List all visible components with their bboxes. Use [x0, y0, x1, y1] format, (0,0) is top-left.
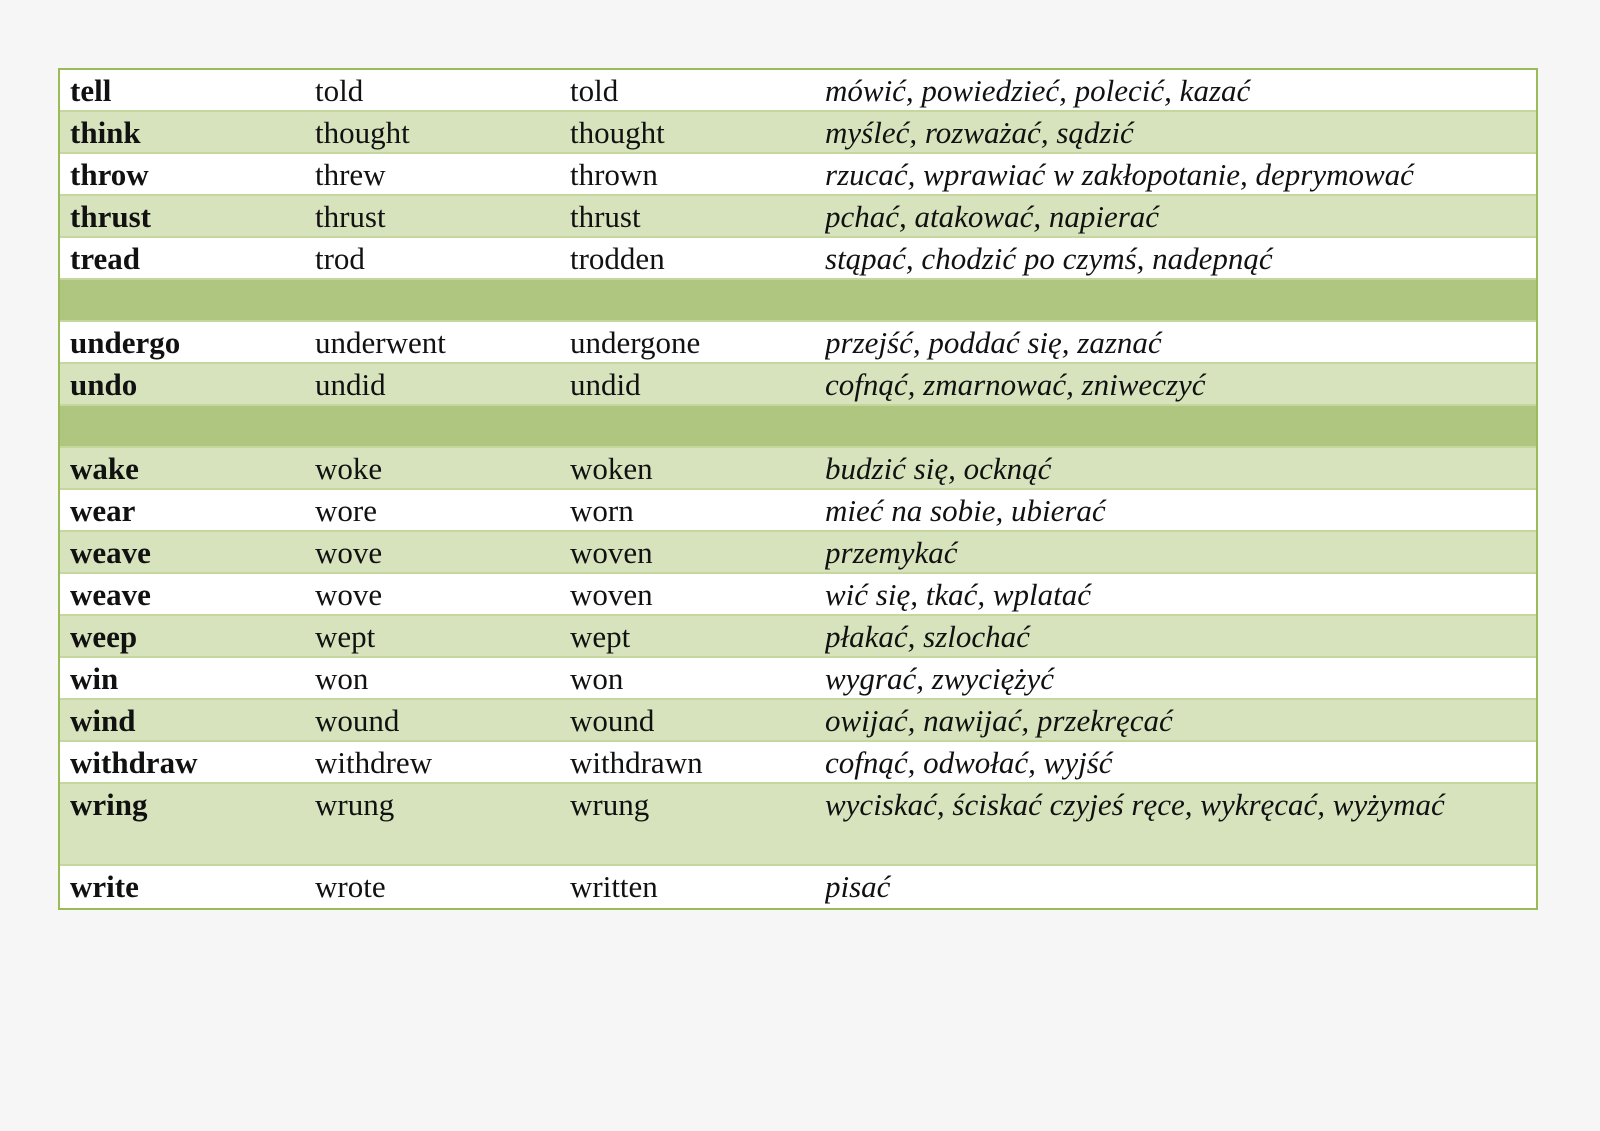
verb-past-simple: thrust [315, 199, 386, 234]
verb-past-simple: told [315, 73, 364, 108]
verb-past-participle: wept [570, 619, 631, 654]
verb-past-simple: woke [315, 451, 383, 486]
verb-past-participle: thrust [570, 199, 641, 234]
verb-translation: pchać, atakować, napierać [825, 199, 1160, 234]
verb-past-participle: thought [570, 115, 665, 150]
verb-base-form: weave [70, 577, 151, 612]
verb-base-form: wind [70, 703, 136, 738]
verb-translation: przemykać [825, 535, 958, 570]
verb-past-simple: trod [315, 241, 365, 276]
verb-past-participle: woven [570, 535, 653, 570]
verb-translation: wyciskać, ściskać czyjeś ręce, wykręcać, wyżymać [825, 787, 1445, 822]
separator-row [60, 406, 1536, 448]
verb-base-form: withdraw [70, 745, 198, 780]
table-row [60, 866, 1536, 908]
verb-translation: wić się, tkać, wplatać [825, 577, 1092, 612]
verb-past-participle: undid [570, 367, 641, 402]
verb-translation: mówić, powiedzieć, polecić, kazać [825, 73, 1251, 108]
verb-base-form: thrust [70, 199, 151, 234]
verb-past-simple: wove [315, 535, 383, 570]
verb-past-simple: undid [315, 367, 386, 402]
verb-base-form: undo [70, 367, 138, 402]
verb-past-participle: won [570, 661, 624, 696]
separator-row [60, 280, 1536, 322]
verb-past-participle: trodden [570, 241, 665, 276]
table-row [60, 742, 1536, 784]
table-row [60, 658, 1536, 700]
verb-translation: płakać, szlochać [825, 619, 1030, 654]
verb-base-form: throw [70, 157, 149, 192]
table-row [60, 322, 1536, 364]
verb-past-simple: threw [315, 157, 386, 192]
table-row [60, 196, 1536, 238]
table-row [60, 574, 1536, 616]
verb-base-form: wake [70, 451, 139, 486]
verb-past-simple: wrung [315, 787, 395, 822]
verb-past-simple: won [315, 661, 369, 696]
verb-past-participle: wrung [570, 787, 650, 822]
verb-translation: pisać [825, 869, 891, 904]
verb-translation: cofnąć, zmarnować, zniweczyć [825, 367, 1206, 402]
verb-translation: stąpać, chodzić po czymś, nadepnąć [825, 241, 1273, 276]
table-row [60, 784, 1536, 866]
table-row [60, 616, 1536, 658]
table-row [60, 70, 1536, 112]
verb-translation: myśleć, rozważać, sądzić [825, 115, 1134, 150]
verb-past-simple: wore [315, 493, 377, 528]
verb-base-form: win [70, 661, 119, 696]
verb-past-simple: wrote [315, 869, 386, 904]
table-row [60, 154, 1536, 196]
verb-past-participle: worn [570, 493, 634, 528]
verb-past-participle: undergone [570, 325, 701, 360]
table-row [60, 364, 1536, 406]
table-row [60, 490, 1536, 532]
verb-past-simple: thought [315, 115, 410, 150]
table-row [60, 448, 1536, 490]
table-row [60, 112, 1536, 154]
verb-past-participle: written [570, 869, 658, 904]
verb-base-form: wear [70, 493, 136, 528]
table-row [60, 238, 1536, 280]
verb-translation: rzucać, wprawiać w zakłopotanie, deprymować [825, 157, 1414, 192]
verb-translation: wygrać, zwyciężyć [825, 661, 1054, 696]
irregular-verbs-table [58, 68, 1538, 910]
verb-translation: owijać, nawijać, przekręcać [825, 703, 1173, 738]
verb-base-form: weep [70, 619, 138, 654]
verb-base-form: weave [70, 535, 151, 570]
table-row [60, 532, 1536, 574]
verb-translation: budzić się, ocknąć [825, 451, 1052, 486]
verb-base-form: tread [70, 241, 141, 276]
verb-past-participle: withdrawn [570, 745, 703, 780]
verb-past-participle: wound [570, 703, 655, 738]
verb-past-participle: woken [570, 451, 653, 486]
verb-base-form: tell [70, 73, 112, 108]
verb-past-participle: thrown [570, 157, 658, 192]
verb-past-simple: underwent [315, 325, 446, 360]
verb-base-form: undergo [70, 325, 181, 360]
verb-base-form: write [70, 869, 139, 904]
verb-translation: mieć na sobie, ubierać [825, 493, 1106, 528]
verb-past-simple: wound [315, 703, 400, 738]
verb-past-simple: wept [315, 619, 376, 654]
verb-translation: cofnąć, odwołać, wyjść [825, 745, 1113, 780]
verb-translation: przejść, poddać się, zaznać [825, 325, 1162, 360]
verb-past-participle: woven [570, 577, 653, 612]
verb-past-simple: wove [315, 577, 383, 612]
verb-past-simple: withdrew [315, 745, 433, 780]
verb-base-form: think [70, 115, 141, 150]
table-row [60, 700, 1536, 742]
verb-base-form: wring [70, 787, 148, 822]
verb-past-participle: told [570, 73, 619, 108]
